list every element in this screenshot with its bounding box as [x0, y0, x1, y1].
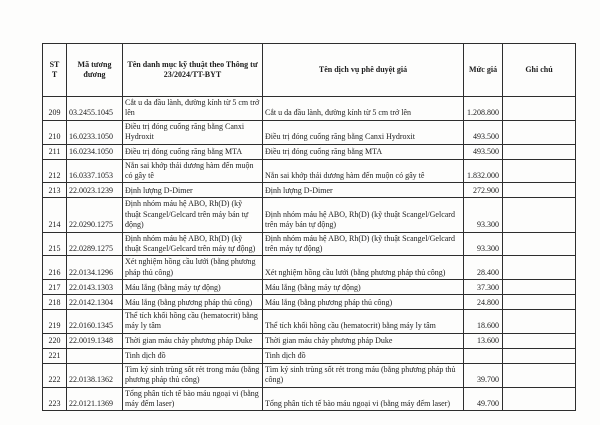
cell-code: 22.0142.1304 — [67, 295, 123, 310]
cell-code: 22.0023.1239 — [67, 183, 123, 198]
cell-note — [503, 256, 576, 280]
cell-note — [503, 348, 576, 363]
cell-price: 18.600 — [464, 310, 503, 334]
cell-stt: 211 — [43, 144, 67, 159]
cell-price: 13.600 — [464, 333, 503, 348]
header-cell-name: Tên danh mục kỹ thuật theo Thông tư 23/2024/TT-BYT — [123, 44, 263, 97]
table-row — [43, 183, 576, 198]
cell-stt: 213 — [43, 183, 67, 198]
cell-service: Điều trị đóng cuống răng bằng Canxi Hydroxit — [263, 120, 464, 144]
header-cell-code: Mã tương đương — [67, 44, 123, 97]
table-row — [43, 159, 576, 183]
table-header-row — [43, 44, 576, 97]
cell-price: 93.300 — [464, 198, 503, 232]
cell-service: Tổng phân tích tế bào máu ngoại vi (bằng máy đếm laser) — [263, 387, 464, 411]
cell-service: Thời gian máu chảy phương pháp Duke — [263, 333, 464, 348]
cell-name: Tìm ký sinh trùng sốt rét trong máu (bằng phương pháp thủ công) — [123, 363, 263, 387]
cell-service: Máu lắng (bằng máy tự động) — [263, 280, 464, 295]
cell-code: 22.0290.1275 — [67, 198, 123, 232]
cell-name: Thể tích khối hồng cầu (hematocrit) bằng máy ly tâm — [123, 310, 263, 334]
cell-note — [503, 387, 576, 411]
cell-note — [503, 333, 576, 348]
header-cell-stt: STT — [43, 44, 67, 97]
table-row — [43, 348, 576, 363]
cell-stt: 217 — [43, 280, 67, 295]
table-body — [43, 97, 576, 411]
cell-code: 22.0160.1345 — [67, 310, 123, 334]
cell-name: Nắn sai khớp thái dương hàm đến muộn có gây tê — [123, 159, 263, 183]
cell-name: Cắt u da đầu lành, đường kính từ 5 cm trở lên — [123, 97, 263, 121]
cell-stt: 210 — [43, 120, 67, 144]
table-row — [43, 363, 576, 387]
cell-price: 37.300 — [464, 280, 503, 295]
cell-stt: 209 — [43, 97, 67, 121]
cell-service: Điều trị đóng cuống răng bằng MTA — [263, 144, 464, 159]
table-row — [43, 232, 576, 256]
cell-stt: 216 — [43, 256, 67, 280]
cell-service: Nắn sai khớp thái dương hàm đến muộn có gây tê — [263, 159, 464, 183]
cell-code: 16.0233.1050 — [67, 120, 123, 144]
cell-stt: 219 — [43, 310, 67, 334]
cell-code: 22.0134.1296 — [67, 256, 123, 280]
cell-name: Định nhóm máu hệ ABO, Rh(D) (kỹ thuật Scangel/Gelcard trên máy tự động) — [123, 232, 263, 256]
cell-note — [503, 144, 576, 159]
cell-price: 493.500 — [464, 144, 503, 159]
cell-note — [503, 295, 576, 310]
table-row — [43, 256, 576, 280]
cell-name: Điều trị đóng cuống răng bằng MTA — [123, 144, 263, 159]
cell-code — [67, 348, 123, 363]
cell-stt: 214 — [43, 198, 67, 232]
cell-name: Định lượng D-Dimer — [123, 183, 263, 198]
cell-service: Tìm ký sinh trùng sốt rét trong máu (bằng phương pháp thủ công) — [263, 363, 464, 387]
cell-stt: 220 — [43, 333, 67, 348]
cell-service: Xét nghiệm hồng cầu lưới (bằng phương pháp thủ công) — [263, 256, 464, 280]
cell-note — [503, 280, 576, 295]
cell-name: Tổng phân tích tế bào máu ngoại vi (bằng máy đếm laser) — [123, 387, 263, 411]
table-row — [43, 144, 576, 159]
cell-code: 03.2455.1045 — [67, 97, 123, 121]
cell-price: 493.500 — [464, 120, 503, 144]
cell-name: Điều trị đóng cuống răng bằng Canxi Hydroxit — [123, 120, 263, 144]
cell-stt: 218 — [43, 295, 67, 310]
cell-price: 39.700 — [464, 363, 503, 387]
cell-name: Thời gian máu chảy phương pháp Duke — [123, 333, 263, 348]
table-row — [43, 295, 576, 310]
cell-note — [503, 363, 576, 387]
cell-price: 24.800 — [464, 295, 503, 310]
service-price-table — [42, 43, 576, 411]
table-row — [43, 120, 576, 144]
cell-service: Định nhóm máu hệ ABO, Rh(D) (kỹ thuật Scangel/Gelcard trên máy tự động) — [263, 232, 464, 256]
cell-stt: 221 — [43, 348, 67, 363]
cell-code: 22.0138.1362 — [67, 363, 123, 387]
cell-service: Định nhóm máu hệ ABO, Rh(D) (kỹ thuật Scangel/Gelcard trên máy bán tự động) — [263, 198, 464, 232]
cell-price: 28.400 — [464, 256, 503, 280]
cell-code: 22.0143.1303 — [67, 280, 123, 295]
cell-service: Định lượng D-Dimer — [263, 183, 464, 198]
cell-code: 16.0337.1053 — [67, 159, 123, 183]
cell-stt: 223 — [43, 387, 67, 411]
cell-price — [464, 348, 503, 363]
cell-note — [503, 97, 576, 121]
cell-name: Xét nghiệm hồng cầu lưới (bằng phương pháp thủ công) — [123, 256, 263, 280]
table-row — [43, 310, 576, 334]
cell-service: Cắt u da đầu lành, đường kính từ 5 cm trở lên — [263, 97, 464, 121]
cell-name: Máu lắng (bằng phương pháp thủ công) — [123, 295, 263, 310]
table-row — [43, 333, 576, 348]
table-row — [43, 280, 576, 295]
cell-price: 49.700 — [464, 387, 503, 411]
cell-stt: 222 — [43, 363, 67, 387]
cell-stt: 212 — [43, 159, 67, 183]
cell-price: 272.900 — [464, 183, 503, 198]
cell-code: 22.0019.1348 — [67, 333, 123, 348]
cell-note — [503, 232, 576, 256]
table-row — [43, 387, 576, 411]
cell-service: Thể tích khối hồng cầu (hematocrit) bằng máy ly tâm — [263, 310, 464, 334]
table-header — [43, 44, 576, 97]
cell-note — [503, 198, 576, 232]
cell-name: Tinh dịch đồ — [123, 348, 263, 363]
header-cell-note: Ghi chú — [503, 44, 576, 97]
table-row — [43, 97, 576, 121]
cell-service: Máu lắng (bằng phương pháp thủ công) — [263, 295, 464, 310]
cell-stt: 215 — [43, 232, 67, 256]
cell-note — [503, 183, 576, 198]
cell-code: 22.0121.1369 — [67, 387, 123, 411]
cell-service: Tinh dịch đồ — [263, 348, 464, 363]
cell-price: 93.300 — [464, 232, 503, 256]
cell-note — [503, 159, 576, 183]
cell-price: 1.208.800 — [464, 97, 503, 121]
header-cell-price: Mức giá — [464, 44, 503, 97]
cell-note — [503, 120, 576, 144]
table-row — [43, 198, 576, 232]
cell-price: 1.832.000 — [464, 159, 503, 183]
cell-code: 16.0234.1050 — [67, 144, 123, 159]
cell-name: Máu lắng (bằng máy tự động) — [123, 280, 263, 295]
header-cell-service: Tên dịch vụ phê duyệt giá — [263, 44, 464, 97]
cell-name: Định nhóm máu hệ ABO, Rh(D) (kỹ thuật Scangel/Gelcard trên máy bán tự động) — [123, 198, 263, 232]
cell-note — [503, 310, 576, 334]
cell-code: 22.0289.1275 — [67, 232, 123, 256]
